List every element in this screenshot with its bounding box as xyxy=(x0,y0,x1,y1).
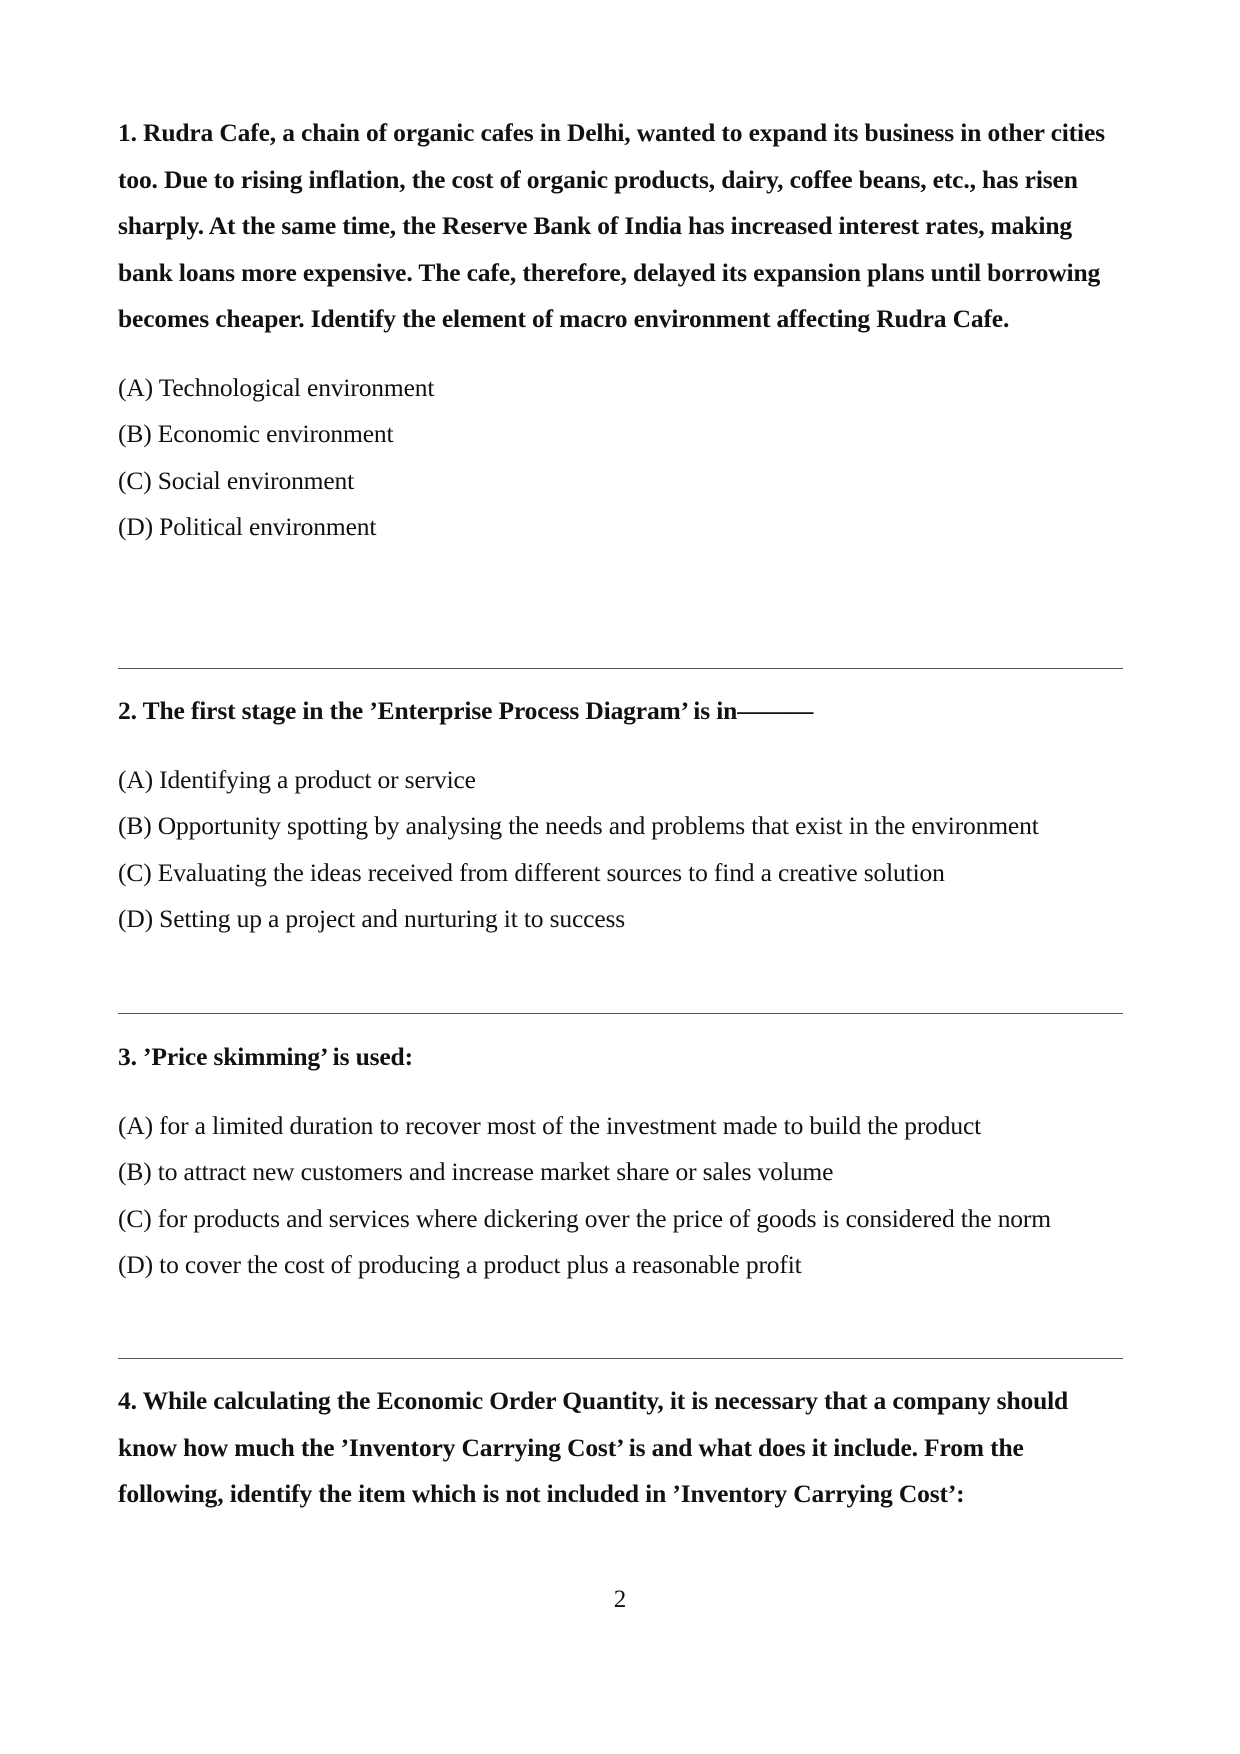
option-d: (D) Political environment xyxy=(118,512,377,541)
divider xyxy=(118,1358,1123,1359)
question-text: 4. While calculating the Economic Order Quantity, it is necessary that a company should know how much the ’Inventory Carrying Cost’ is and what does it include. From the following, identify the item which is not included in ’Inventory Carrying Cost’: xyxy=(118,1386,1069,1508)
page-number: 2 xyxy=(613,1586,627,1613)
option-b: (B) to attract new customers and increase market share or sales volume xyxy=(118,1157,834,1186)
divider xyxy=(118,1013,1123,1014)
option-b: (B) Opportunity spotting by analysing the needs and problems that exist in the environment xyxy=(118,811,1039,840)
question-text: 3. ’Price skimming’ is used: xyxy=(118,1042,413,1071)
option-a: (A) Technological environment xyxy=(118,372,435,402)
options-list xyxy=(118,365,1123,551)
divider xyxy=(118,668,1123,669)
options-list xyxy=(118,1103,1051,1289)
option-c: (C) for products and services where dickering over the price of goods is considered the norm xyxy=(118,1203,1051,1233)
options-list xyxy=(118,757,1039,943)
option-c: (C) Social environment xyxy=(118,465,355,495)
option-b: (B) Economic environment xyxy=(118,419,394,448)
question-1 xyxy=(118,110,1123,551)
option-d: (D) Setting up a project and nurturing it to success xyxy=(118,904,626,933)
option-a: (A) for a limited duration to recover most of the investment made to build the product xyxy=(118,1110,982,1140)
option-d: (D) to cover the cost of producing a product plus a reasonable profit xyxy=(118,1250,802,1279)
option-a: (A) Identifying a product or service xyxy=(118,764,476,794)
option-c: (C) Evaluating the ideas received from different sources to find a creative solution xyxy=(118,857,945,887)
question-text: 2. The first stage in the ’Enterprise Process Diagram’ is in——— xyxy=(118,696,814,725)
question-3 xyxy=(118,1034,1051,1289)
question-2 xyxy=(118,688,1039,943)
question-4 xyxy=(118,1378,1123,1518)
question-text: 1. Rudra Cafe, a chain of organic cafes in Delhi, wanted to expand its business in other cities too. Due to rising inflation, the cost of organic products, dairy, coffee beans, etc., has risen sharply. At the same time, the Reserve Bank of India has increased interest rates, making bank loans more expensive. The cafe, therefore, delayed its expansion plans until borrowing becomes cheaper. Identify the element of macro environment affecting Rudra Cafe. xyxy=(118,118,1105,333)
